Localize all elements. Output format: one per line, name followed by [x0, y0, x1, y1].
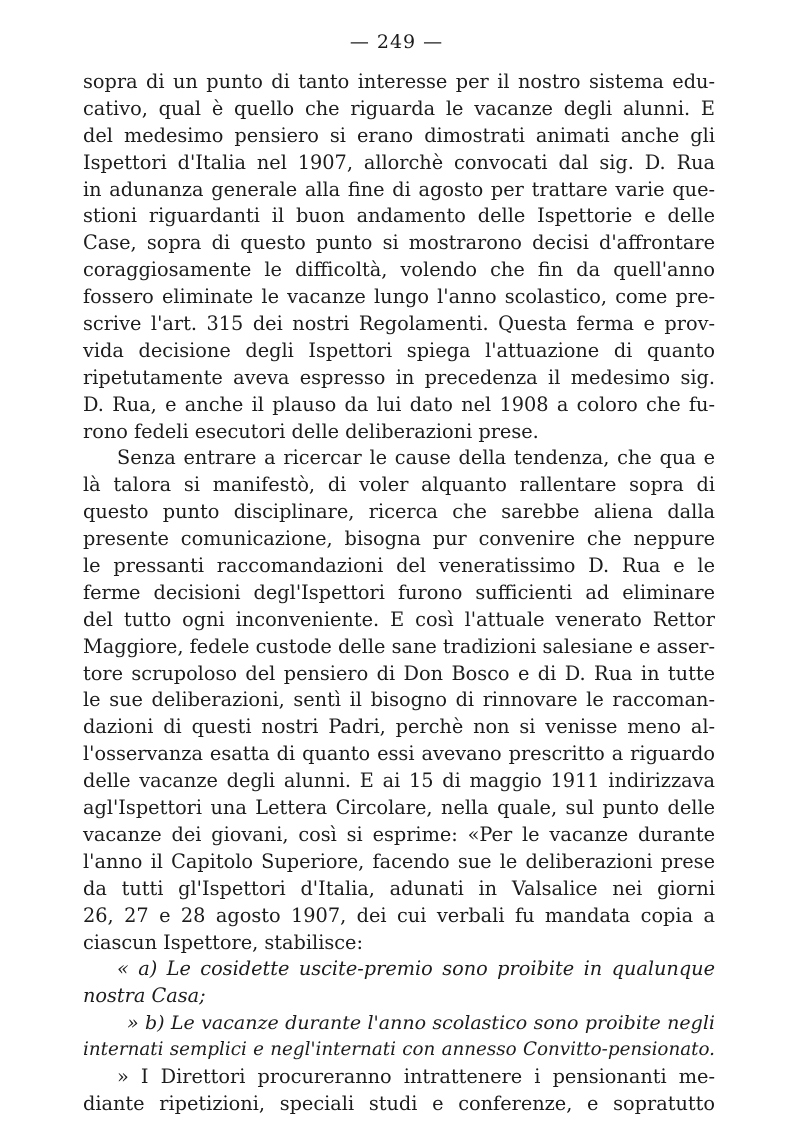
text-line: fossero eliminate le vacanze lungo l'anno scolastico, come pre- — [83, 285, 715, 309]
text-line: scrive l'art. 315 dei nostri Regolamenti. Questa ferma e prov- — [83, 312, 715, 336]
text-line: cativo, qual è quello che riguarda le vacanze degli alunni. E — [83, 96, 715, 120]
text-line: diante ripetizioni, speciali studi e conferenze, e sopratutto — [83, 1091, 715, 1115]
text-line: l'anno il Capitolo Superiore, facendo sue le deliberazioni prese — [83, 849, 715, 873]
text-line: del tutto ogni inconveniente. E così l'attuale venerato Rettor — [83, 607, 715, 631]
text-line: internati semplici e negl'internati con annesso Convitto-pensionato. — [83, 1039, 715, 1061]
text-line: l'osservanza esatta di quanto essi avevano prescritto a riguardo — [83, 742, 715, 766]
text-line: agl'Ispettori una Lettera Circolare, nella quale, sul punto delle — [83, 796, 715, 820]
text-line: le sue deliberazioni, sentì il bisogno di rinnovare le raccoman- — [83, 688, 715, 712]
text-line: Ispettori d'Italia nel 1907, allorchè convocati dal sig. D. Rua — [83, 150, 715, 174]
text-line: rono fedeli esecutori delle deliberazioni prese. — [83, 419, 539, 443]
page-number: — 249 — — [349, 31, 444, 53]
body-text — [83, 69, 715, 1118]
text-line: ripetutamente aveva espresso in precedenza il medesimo sig. — [83, 365, 715, 389]
text-line: ciascun Ispettore, stabilisce: — [83, 930, 363, 954]
text-line: D. Rua, e anche il plauso da lui dato nel 1908 a coloro che fu- — [83, 392, 715, 416]
text-line: Case, sopra di questo punto si mostrarono decisi d'affrontare — [83, 231, 715, 255]
text-line: del medesimo pensiero si erano dimostrati animati anche gli — [83, 123, 715, 147]
text-line: » I Direttori procureranno intrattenere i pensionanti me- — [117, 1064, 715, 1088]
text-line: sopra di un punto di tanto interesse per il nostro sistema edu- — [83, 70, 715, 93]
text-line: » b) Le vacanze durante l'anno scolastico sono proibite negli — [127, 1012, 715, 1035]
text-line: da tutti gl'Ispettori d'Italia, adunati in Valsalice nei giorni — [83, 876, 715, 900]
text-line: ferme decisioni degl'Ispettori furono sufficienti ad eliminare — [83, 580, 715, 604]
text-line: vida decisione degli Ispettori spiega l'attuazione di quanto — [83, 338, 715, 362]
text-line: dazioni di questi nostri Padri, perchè non si venisse meno al- — [83, 715, 715, 739]
text-line: Senza entrare a ricercar le cause della tendenza, che qua e — [117, 446, 715, 470]
text-line: « a) Le cosidette uscite-premio sono proibite in qualunque — [117, 957, 715, 981]
text-line: coraggiosamente le difficoltà, volendo che fin da quell'anno — [83, 258, 715, 282]
text-line: presente comunicazione, bisogna pur convenire che neppure — [83, 527, 715, 551]
text-line: 26, 27 e 28 agosto 1907, dei cui verbali fu mandata copia a — [83, 903, 715, 927]
text-line: questo punto disciplinare, ricerca che sarebbe aliena dalla — [83, 500, 715, 524]
text-line: in adunanza generale alla fine di agosto per trattare varie que- — [83, 177, 715, 201]
text-line: Maggiore, fedele custode delle sane tradizioni salesiane e asser- — [83, 634, 715, 658]
text-line: là talora si manifestò, di voler alquanto rallentare sopra di — [83, 473, 715, 497]
text-line: nostra Casa; — [83, 984, 206, 1008]
text-line: delle vacanze degli alunni. E ai 15 di maggio 1911 indirizzava — [83, 769, 715, 793]
text-line: tore scrupoloso del pensiero di Don Bosco e di D. Rua in tutte — [83, 661, 715, 685]
text-line: le pressanti raccomandazioni del veneratissimo D. Rua e le — [83, 554, 715, 578]
text-line: vacanze dei giovani, così si esprime: «Per le vacanze durante — [83, 822, 715, 846]
text-line: stioni riguardanti il buon andamento delle Ispettorie e delle — [83, 204, 715, 228]
